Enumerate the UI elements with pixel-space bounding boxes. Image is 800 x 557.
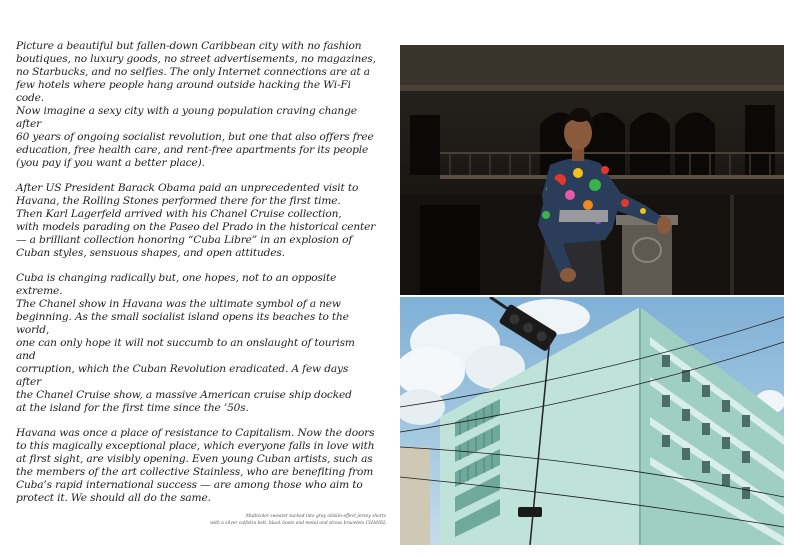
article-paragraph-4: Havana was once a place of resistance to Capitalism. Now the doors to this magically exceptional place, which everyone falls in love with at first sight, are visibly opening. Even young Cuban artists, such as the members of the art collective Stainless, who are benefiting from Cuba’s rapid international success — are among those who aim to protect it. We should all do the same. bbox=[16, 427, 375, 504]
article-body bbox=[16, 40, 376, 517]
article-paragraph-1: Picture a beautiful but fallen-down Caribbean city with no fashion boutiques, no luxury goods, no street advertisements, no magazines, no Starbucks, and no selfies. The only Internet connections are at a few hotels where people hang around outside hacking the Wi-Fi code. Now imagine a sexy city with a young population craving change after 60 years of ongoing socialist revolution, but one that also offers free education, free health care, and rent-free apartments for its people (you pay if you want a better place). bbox=[16, 40, 376, 169]
woman-in-colorful-sweater-photo bbox=[400, 45, 784, 295]
havana-building-illustration bbox=[400, 297, 784, 545]
article-paragraph-3: Cuba is changing radically but, one hopes, not to an opposite extreme. The Chanel show in Havana was the ultimate symbol of a new beginning. As the small socialist island opens its beaches to the world, one can only hope it will not succumb to an onslaught of tourism and corruption, which the Cuban Revolution eradicated. A few days after the Chanel Cruise show, a massive American cruise ship docked at the island for the first time since the ’50s. bbox=[16, 272, 355, 414]
article-paragraph-2: After US President Barack Obama paid an unprecedented visit to Havana, the Rolling Stones performed there for the first time. Then Karl Lagerfeld arrived with his Chanel Cruise collection, with models parading on the Paseo del Prado in the historical center — a brilliant collection honoring “Cuba Libre” in an explosion of Cuban styles, sensuous shapes, and open attitudes. bbox=[16, 182, 376, 259]
mint-building-traffic-light-photo bbox=[400, 297, 784, 545]
night-scene-illustration bbox=[400, 45, 784, 295]
photo-caption: Multicolor sweater tucked into gray oilskin-effect jersey shorts with a silver calfskin belt, black boots and metal and strass bracelets CHANEL bbox=[210, 514, 386, 526]
